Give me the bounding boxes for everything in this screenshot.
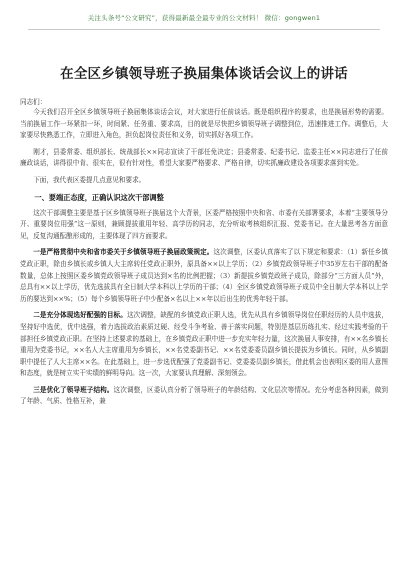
point-text-2: 这次调整，缺配的乡镇党政正职人选，优先从具有乡镇领导岗位任职经历的人员中选拔，坚持好中选优，优中选强，着力选拔政治素质过硬、经受斗争考验、善于落实问题，特别是基层历练扎实、经过实践考验的干部担任乡镇党政正职。在坚持上述要求的基础上，在乡镇党政正职中进一步充实年轻力量，这次换届人事安排，有××名乡镇长重用为党委书记，××名人大主席重用为乡镇长，××名党委副书记、××名党委委员副乡镇长提拔为乡镇长。同时，从乡镇副职中提任了人大主席××名。在此基础上，进一步选优配强了党委副书记、党委委员副乡镇长，借此机会也表明区委的用人意图和态度，就是树立实干实绩的鲜明导向。这一次，大家要认真理解、深刻领会。 xyxy=(20,311,389,378)
section-heading-1: 一、要端正态度，正确认识这次干部调整 xyxy=(34,192,164,202)
speech-title: 在全区乡镇领导班子换届集体谈话会议上的讲话 xyxy=(60,66,348,82)
banner-divider xyxy=(28,29,380,30)
point-lead-2: 二是充分体现选好配强的目标。 xyxy=(33,311,127,320)
promo-banner: 关注头条号“公文研究”，获得最新最全最专业的公文材料！ 微信：gongwen1 xyxy=(87,14,321,22)
section1-body: 这次干部调整主要是基于区乡镇领导班子换届这个大背景，区委严格按照中央和省、市委有关部署要求，本着“主要领导分开、重要岗位用强”这一原则，兼顾提拔重用年轻、高学历的同志，充分听取考核组织汇报、党委书记。在大量思考各方面意见，反复沟通酝酿形成的，主要体现了四方面要求。 xyxy=(20,208,388,240)
point-text-1: 这次调整，区委认真落实了以下规定和要求：（1）新任乡镇党政正职，除由乡镇长或乡镇人大主席转任党政正职外，原具备××以上学历；（2）乡镇党政领导班子中35岁左右干部的配备数量，总体上按照区委乡镇党政领导班子成员达到×名的比例把握；（3）新提拔乡镇党政班子成员，除部分“三方面人员”外，总具有××以上学历，优先选拔具有全日制大学本科以上学历的干部；（4）全区乡镇党政领导班子成员中全日制大学本科以上学历的要达到××%；（5）每个乡镇领导班子中少配备×名以上××年以后出生的优秀年轻干部。 xyxy=(20,248,389,303)
greeting: 同志们： xyxy=(20,98,47,106)
intro-paragraph-3: 下面，我代表区委提几点意见和要求。 xyxy=(33,175,146,184)
point-text-3: 这次调整，区委认真分析了领导班子的年龄结构、文化层次等情况。充分考虑各种因素，做到了年龄、气质、性格互补，兼 xyxy=(20,385,388,406)
point-lead-3: 三是优化了领导班子结构。 xyxy=(33,385,114,394)
point-paragraph-3 xyxy=(20,385,388,408)
intro-paragraph-2: 刚才，县委常委、组织部长、统战部长××同志宣读了干部任免决定；县委常委、纪委书记、监委主任××同志进行了任前廉政谈话，讲得很中肯、很实在，很有针对性，希望大家要严格要求、严格自律，切实抓廉政建设各项要求落到实处。 xyxy=(20,147,388,168)
point-paragraph-1 xyxy=(20,247,388,305)
point-lead-1: 一是严格贯彻中央和省市委关于乡镇领导班子换届政策规定。 xyxy=(33,248,214,257)
intro-paragraph-1: 今天我们召开全区乡镇领导班子换届集体谈话会议，对大家进行任前谈话。既是组织程序的要求，也是换届形势的需要。当前换届工作一环紧扣一环，时间紧、任务重、要求高，目的就是尽快把乡镇领导班子调整到位，迅速推进工作。调整后，大家要尽快熟悉工作，立即进入角色，担负起岗位责任和义务，切实抓好各项工作。 xyxy=(20,108,388,140)
point-paragraph-2 xyxy=(20,310,388,380)
